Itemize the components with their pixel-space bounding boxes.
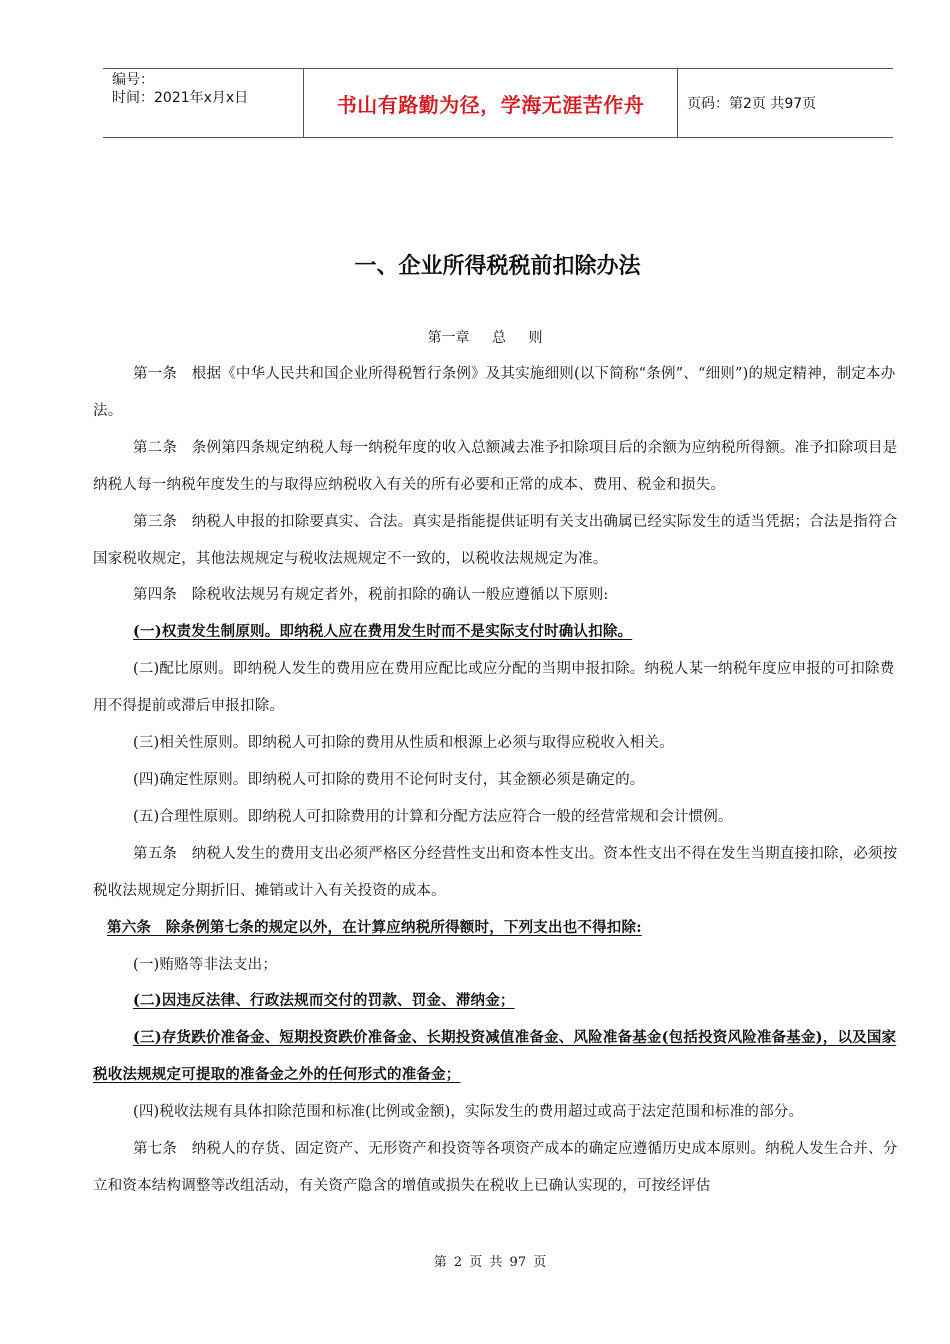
paragraph-item-fines: (二)因违反法律、行政法规而交付的罚款、罚金、滞纳金； — [133, 992, 515, 1010]
chapter-heading: 第一章 总 则 — [427, 330, 543, 346]
paragraph-principle-certainty: (四)确定性原则。即纳税人可扣除的费用不论何时支付，其金额必须是确定的。 — [133, 771, 645, 788]
paragraph-article-2: 第二条 条例第四条规定纳税人每一纳税年度的收入总额减去准予扣除项目后的余额为应纳税所得额。准予扣除项目是纳税人每一纳税年度发生的与取得应纳税收入有关的所有必要和正常的成本、费用、税金和损失。 — [93, 439, 898, 493]
paragraph-item-bribery: (一)贿赂等非法支出； — [133, 956, 278, 973]
paragraph-article-6: 第六条 除条例第七条的规定以外，在计算应纳税所得额时，下列支出也不得扣除: — [107, 918, 642, 936]
header-left-cell — [103, 69, 304, 137]
paragraph-item-excess-expenses: (四)税收法规有具体扣除范围和标准(比例或金额)，实际发生的费用超过或高于法定范围和标准的部分。 — [133, 1104, 804, 1121]
paragraph-article-4: 第四条 除税收法规另有规定者外，税前扣除的确认一般应遵循以下原则: — [133, 587, 609, 604]
paragraph-principle-matching: (二)配比原则。即纳税人发生的费用应在费用应配比或应分配的当期申报扣除。纳税人某一纳税年度应申报的可扣除费用不得提前或滞后申报扣除。 — [93, 661, 895, 715]
paragraph-article-7: 第七条 纳税人的存货、固定资产、无形资产和投资等各项资产成本的确定应遵循历史成本原则。纳税人发生合并、分立和资本结构调整等改组活动，有关资产隐含的增值或损失在税收上已确认实现的，可按经评估 — [93, 1141, 898, 1194]
paragraph-article-3: 第三条 纳税人申报的扣除要真实、合法。真实是指能提供证明有关支出确属已经实际发生的适当凭据；合法是指符合国家税收规定，其他法规规定与税收法规规定不一致的，以税收法规规定为准。 — [93, 513, 898, 567]
document-title: 一、企业所得税税前扣除办法 — [354, 254, 641, 279]
paragraph-principle-reasonableness: (五)合理性原则。即纳税人可扣除费用的计算和分配方法应符合一般的经营常规和会计惯例。 — [133, 808, 733, 825]
page-header — [103, 68, 893, 138]
paragraph-principle-accrual: (一)权责发生制原则。即纳税人应在费用发生时而不是实际支付时确认扣除。 — [133, 623, 633, 641]
page-footer: 第 2 页 共 97 页 — [433, 1255, 547, 1270]
paragraph-article-5: 第五条 纳税人发生的费用支出必须严格区分经营性支出和资本性支出。资本性支出不得在发生当期直接扣除，必须按税收法规规定分期折旧、摊销或计入有关投资的成本。 — [93, 845, 898, 899]
header-page-info: 页码：第2页 共97页 — [687, 96, 817, 112]
paragraph-article-1: 第一条 根据《中华人民共和国企业所得税暂行条例》及其实施细则(以下简称“条例”、“细则”)的规定精神，制定本办法。 — [93, 366, 896, 419]
paragraph-principle-relevance: (三)相关性原则。即纳税人可扣除的费用从性质和根源上必须与取得应税收入相关。 — [133, 735, 674, 752]
paragraph-item-reserves: (三)存货跌价准备金、短期投资跌价准备金、长期投资减值准备金、风险准备基金(包括投资风险准备基金)，以及国家税收法规规定可提取的准备金之外的任何形式的准备金； — [93, 1029, 897, 1084]
date-line: 时间：2021年x月x日 — [112, 90, 249, 106]
number-label: 编号： — [112, 72, 154, 88]
document-body — [93, 356, 903, 1205]
header-motto: 书山有路勤为径，学海无涯苦作舟 — [304, 69, 678, 137]
